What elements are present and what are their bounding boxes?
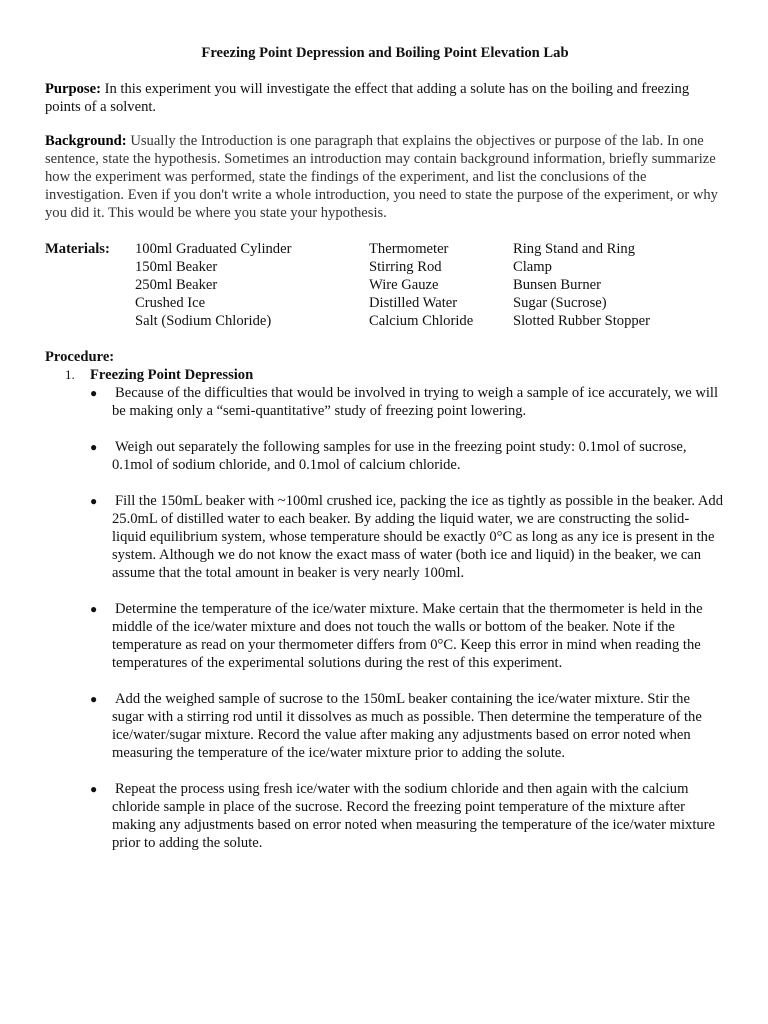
- material-item: Crushed Ice: [135, 295, 206, 311]
- purpose-text: In this experiment you will investigate the effect that adding a solute has on the boiling and freezing points of a solvent.: [45, 81, 690, 115]
- purpose-label: Purpose:: [45, 81, 101, 97]
- material-item: Slotted Rubber Stopper: [513, 313, 651, 329]
- procedure-step: [65, 366, 725, 384]
- material-item: 250ml Beaker: [135, 277, 218, 293]
- procedure-label: Procedure:: [45, 349, 115, 365]
- material-item: Stirring Rod: [369, 259, 442, 275]
- material-item: Calcium Chloride: [369, 313, 474, 329]
- step-number: 1.: [65, 367, 75, 382]
- list-item: [45, 600, 725, 672]
- bullet-text: Add the weighed sample of sucrose to the 150mL beaker containing the ice/water mixture. Stir the sugar with a stirring rod until it dissolves as much as possible. Then determine the temperature of the ice/water/sugar mixture. Record the value after making any adjustments based on error noted when measuring the temperature of the ice/water mixture prior to adding the solute.: [112, 691, 702, 761]
- bullet-icon: ●: [90, 494, 98, 508]
- step-bullet-list: [45, 384, 725, 852]
- bullet-text: Because of the difficulties that would be involved in trying to weigh a sample of ice accurately, we will be making only a “semi-quantitative” study of freezing point lowering.: [112, 385, 719, 419]
- materials-column-2: [369, 240, 513, 330]
- bullet-text: Weigh out separately the following samples for use in the freezing point study: 0.1mol of sucrose, 0.1mol of sodium chloride, and 0.1mol of calcium chloride.: [112, 439, 687, 473]
- list-item: [45, 780, 725, 852]
- material-item: 100ml Graduated Cylinder: [135, 241, 292, 257]
- materials-column-3: [513, 240, 713, 330]
- material-item: Ring Stand and Ring: [513, 241, 636, 257]
- list-item: [45, 438, 725, 474]
- purpose-paragraph: [45, 80, 725, 116]
- bullet-icon: ●: [90, 440, 98, 454]
- document-title: Freezing Point Depression and Boiling Point Elevation Lab: [201, 45, 569, 61]
- bullet-icon: ●: [90, 602, 98, 616]
- document-page: [45, 44, 725, 870]
- bullet-icon: ●: [90, 692, 98, 706]
- bullet-icon: ●: [90, 782, 98, 796]
- background-label: Background:: [45, 133, 127, 149]
- material-item: 150ml Beaker: [135, 259, 218, 275]
- background-paragraph: [45, 132, 725, 222]
- bullet-text: Repeat the process using fresh ice/water with the sodium chloride and then again with the calcium chloride sample in place of the sucrose. Record the freezing point temperature of the mixture after making any adjustments based on error noted when measuring the temperature of the ice/water mixture prior to adding the solute.: [112, 781, 716, 851]
- list-item: [45, 384, 725, 420]
- list-item: [45, 690, 725, 762]
- material-item: Thermometer: [369, 241, 449, 257]
- materials-column-1: [135, 240, 369, 330]
- background-text: Usually the Introduction is one paragraph that explains the objectives or purpose of the lab. In one sentence, state the hypothesis. Sometimes an introduction may contain background information, briefly summarize how the experiment was performed, state the findings of the experiment, and list the conclusions of the investigation. Even if you don't write a whole introduction, you need to state the purpose of the experiment, or why you did it. This would be where you state your hypothesis.: [45, 133, 718, 221]
- material-item: Salt (Sodium Chloride): [135, 313, 272, 329]
- bullet-icon: ●: [90, 386, 98, 400]
- bullet-text: Determine the temperature of the ice/water mixture. Make certain that the thermometer is held in the middle of the ice/water mixture and does not touch the walls or bottom of the beaker. Note if the temperature as read on your thermometer differs from 0°C. Keep this error in mind when reading the temperatures of the experimental solutions during the rest of this experiment.: [112, 601, 703, 671]
- step-title: Freezing Point Depression: [90, 367, 254, 383]
- material-item: Sugar (Sucrose): [513, 295, 607, 311]
- list-item: [45, 492, 725, 582]
- material-item: Distilled Water: [369, 295, 458, 311]
- bullet-text: Fill the 150mL beaker with ~100ml crushed ice, packing the ice as tightly as possible in the beaker. Add 25.0mL of distilled water to each beaker. By adding the liquid water, we are constructing the solid-liquid equilibrium system, whose temperature should be exactly 0°C as long as any ice is present in the system. Although we do not know the exact mass of water (both ice and liquid) in the beaker, we can assume that the total amount in beaker is very nearly 100ml.: [112, 493, 723, 581]
- materials-label: Materials:: [45, 241, 110, 257]
- material-item: Wire Gauze: [369, 277, 439, 293]
- materials-section: [45, 240, 725, 330]
- material-item: Bunsen Burner: [513, 277, 601, 293]
- material-item: Clamp: [513, 259, 552, 275]
